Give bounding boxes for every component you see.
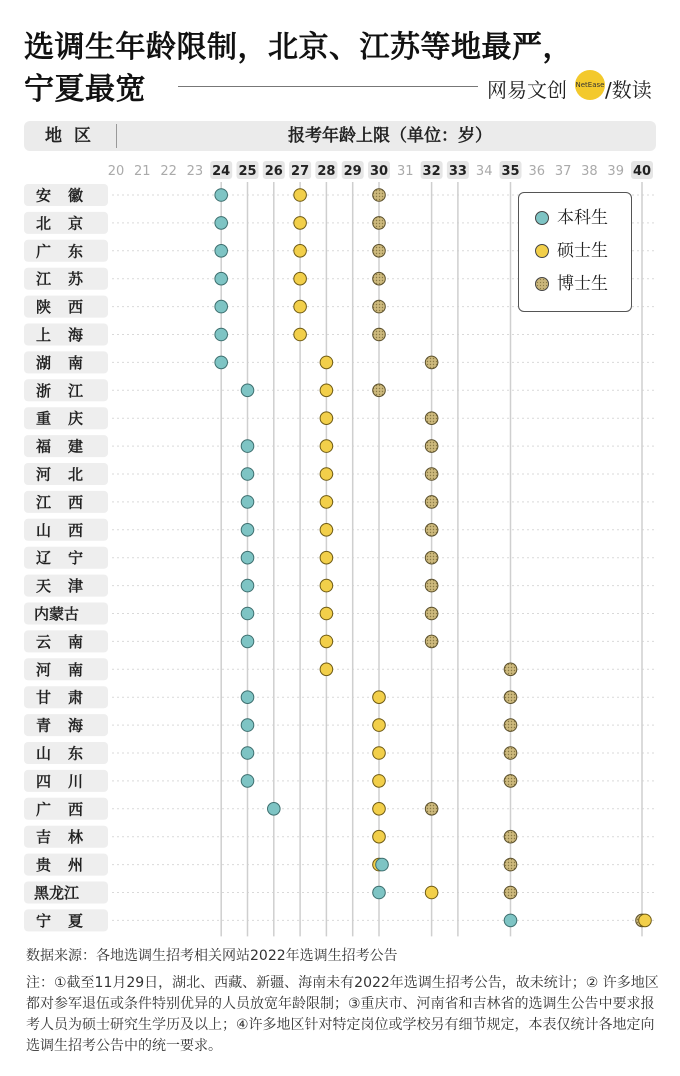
master-point [294,272,307,285]
row-region-label: 青海 [36,716,101,735]
x-tick-label: 38 [581,164,598,179]
bachelor-point [241,496,254,509]
row-region-label: 辽宁 [36,549,101,568]
doctor-point [425,551,438,564]
master-point [294,300,307,313]
brand-sub: /数读 [605,78,652,102]
row-region-label: 安徽 [36,186,101,205]
master-point [294,245,307,258]
bachelor-point [241,719,254,732]
doctor-point [425,468,438,481]
bachelor-point [215,245,228,258]
legend-label-doctor: 博士生 [557,274,608,294]
doctor-point [373,300,386,313]
doctor-point [504,719,517,732]
row-region-label: 黑龙江 [34,884,80,902]
x-tick-label: 40 [632,164,652,179]
bachelor-point [241,468,254,481]
master-point [320,635,333,648]
row-region-label: 广西 [36,800,101,819]
x-tick-label: 21 [134,164,151,179]
doctor-point [373,245,386,258]
doctor-point [373,217,386,230]
master-point [373,803,386,816]
doctor-point [504,858,517,871]
master-point [373,691,386,704]
row-region-label: 江苏 [36,270,101,289]
bachelor-point [241,384,254,397]
x-tick-label: 29 [343,164,362,179]
page-title-line-2: 宁夏最宽 [24,72,146,107]
doctor-point [425,803,438,816]
brand-badge-icon: NetEase [575,70,605,100]
doctor-point [425,496,438,509]
x-tick-label: 37 [554,164,572,179]
x-tick-label: 20 [107,164,125,179]
master-point [320,496,333,509]
row-region-label: 重庆 [36,409,101,428]
master-point [320,663,333,676]
doctor-point [504,691,517,704]
footer-notes [26,946,660,1057]
doctor-point [373,384,386,397]
chart-legend [518,192,632,312]
bachelor-point [241,747,254,760]
row-region-label: 吉林 [36,828,101,847]
master-point [373,747,386,760]
x-tick-label: 22 [160,164,177,179]
row-region-label: 陕西 [36,298,101,317]
legend-label-master: 硕士生 [557,241,608,261]
bachelor-point [241,691,254,704]
footnote: 注：①截至11月29日，湖北、西藏、新疆、海南未有2022年选调生招考公告，故未统计；② 许多地区都对参军退伍或条件特别优异的人员放宽年龄限制；③重庆市、河南省和吉林省的选调生公告中要求报考人员为硕士研究生学历及以上；④许多地区针对特定岗位或学校另有细节规定，本表仅统计各地定向选调生招考公告中的统一要求。 [26,975,659,1054]
master-point [320,551,333,564]
legend-label-bachelor: 本科生 [557,208,608,228]
bachelor-point [504,914,517,927]
master-point [373,775,386,788]
row-region-label: 云南 [36,632,101,651]
row-region-label: 上海 [36,326,101,344]
row-region-label: 山西 [36,521,101,540]
doctor-point [504,747,517,760]
doctor-point [425,412,438,425]
x-tick-label: 32 [422,164,441,179]
master-point [373,830,386,843]
master-point [320,440,333,453]
bachelor-point [215,217,228,230]
doctor-point [504,663,517,676]
doctor-legend-icon [535,277,549,291]
x-tick-label: 35 [501,164,520,179]
doctor-point [425,524,438,537]
bachelor-point [241,440,254,453]
bachelor-point [241,579,254,592]
bachelor-point [376,858,389,871]
master-point [639,914,652,927]
row-region-label: 甘肃 [36,688,101,707]
doctor-point [373,189,386,202]
doctor-point [504,775,517,788]
row-region-label: 浙江 [36,381,101,400]
bachelor-legend-icon [535,211,549,225]
doctor-point [425,356,438,369]
master-point [425,886,438,899]
region-column-header: 地区 [45,126,103,146]
doctor-point [425,579,438,592]
master-legend-icon [535,244,549,258]
row-region-label: 北京 [36,214,101,233]
row-region-label: 河南 [36,660,101,679]
master-point [373,719,386,732]
master-point [294,328,307,341]
bachelor-point [241,524,254,537]
row-region-label: 河北 [36,465,101,484]
doctor-point [373,328,386,341]
row-region-label: 天津 [36,577,101,596]
row-region-label: 广东 [36,242,101,261]
doctor-point [425,440,438,453]
bachelor-point [215,272,228,285]
master-point [320,384,333,397]
x-tick-label: 27 [291,164,310,179]
x-tick-label: 30 [369,164,389,179]
bachelor-point [215,328,228,341]
x-tick-label: 39 [607,164,624,179]
x-tick-label: 28 [317,164,336,179]
brand-name: 网易文创 [487,78,567,102]
row-region-label: 江西 [36,493,101,512]
row-region-label: 湖南 [36,353,101,372]
bachelor-point [215,189,228,202]
bachelor-point [241,551,254,564]
bachelor-point [241,775,254,788]
row-region-label: 内蒙古 [34,605,80,623]
master-point [320,524,333,537]
data-source: 数据来源：各地选调生招考相关网站2022年选调生招考公告 [26,948,398,964]
x-tick-label: 31 [397,164,414,179]
doctor-point [504,886,517,899]
doctor-point [425,635,438,648]
x-tick-label: 33 [448,164,467,179]
x-tick-label: 24 [212,164,231,179]
master-point [294,217,307,230]
bachelor-point [241,607,254,620]
master-point [320,356,333,369]
doctor-point [373,272,386,285]
master-point [320,579,333,592]
page-title-line-1: 选调生年龄限制，北京、江苏等地最严， [24,30,573,65]
master-point [320,412,333,425]
bachelor-point [241,635,254,648]
x-tick-label: 34 [475,164,493,179]
bachelor-point [215,356,228,369]
x-tick-label: 25 [238,164,257,179]
master-point [320,468,333,481]
row-region-label: 宁夏 [36,911,101,930]
bachelor-point [268,803,281,816]
bachelor-point [215,300,228,313]
value-column-header: 报考年龄上限（单位：岁） [288,126,492,146]
doctor-point [504,830,517,843]
master-point [294,189,307,202]
row-region-label: 山东 [36,744,101,763]
master-point [320,607,333,620]
x-tick-label: 26 [264,164,283,179]
row-region-label: 贵州 [36,856,101,875]
x-tick-label: 23 [186,164,204,179]
row-region-label: 四川 [36,772,101,791]
x-tick-label: 36 [528,164,546,179]
row-region-label: 福建 [36,437,101,456]
bachelor-point [373,886,386,899]
doctor-point [425,607,438,620]
